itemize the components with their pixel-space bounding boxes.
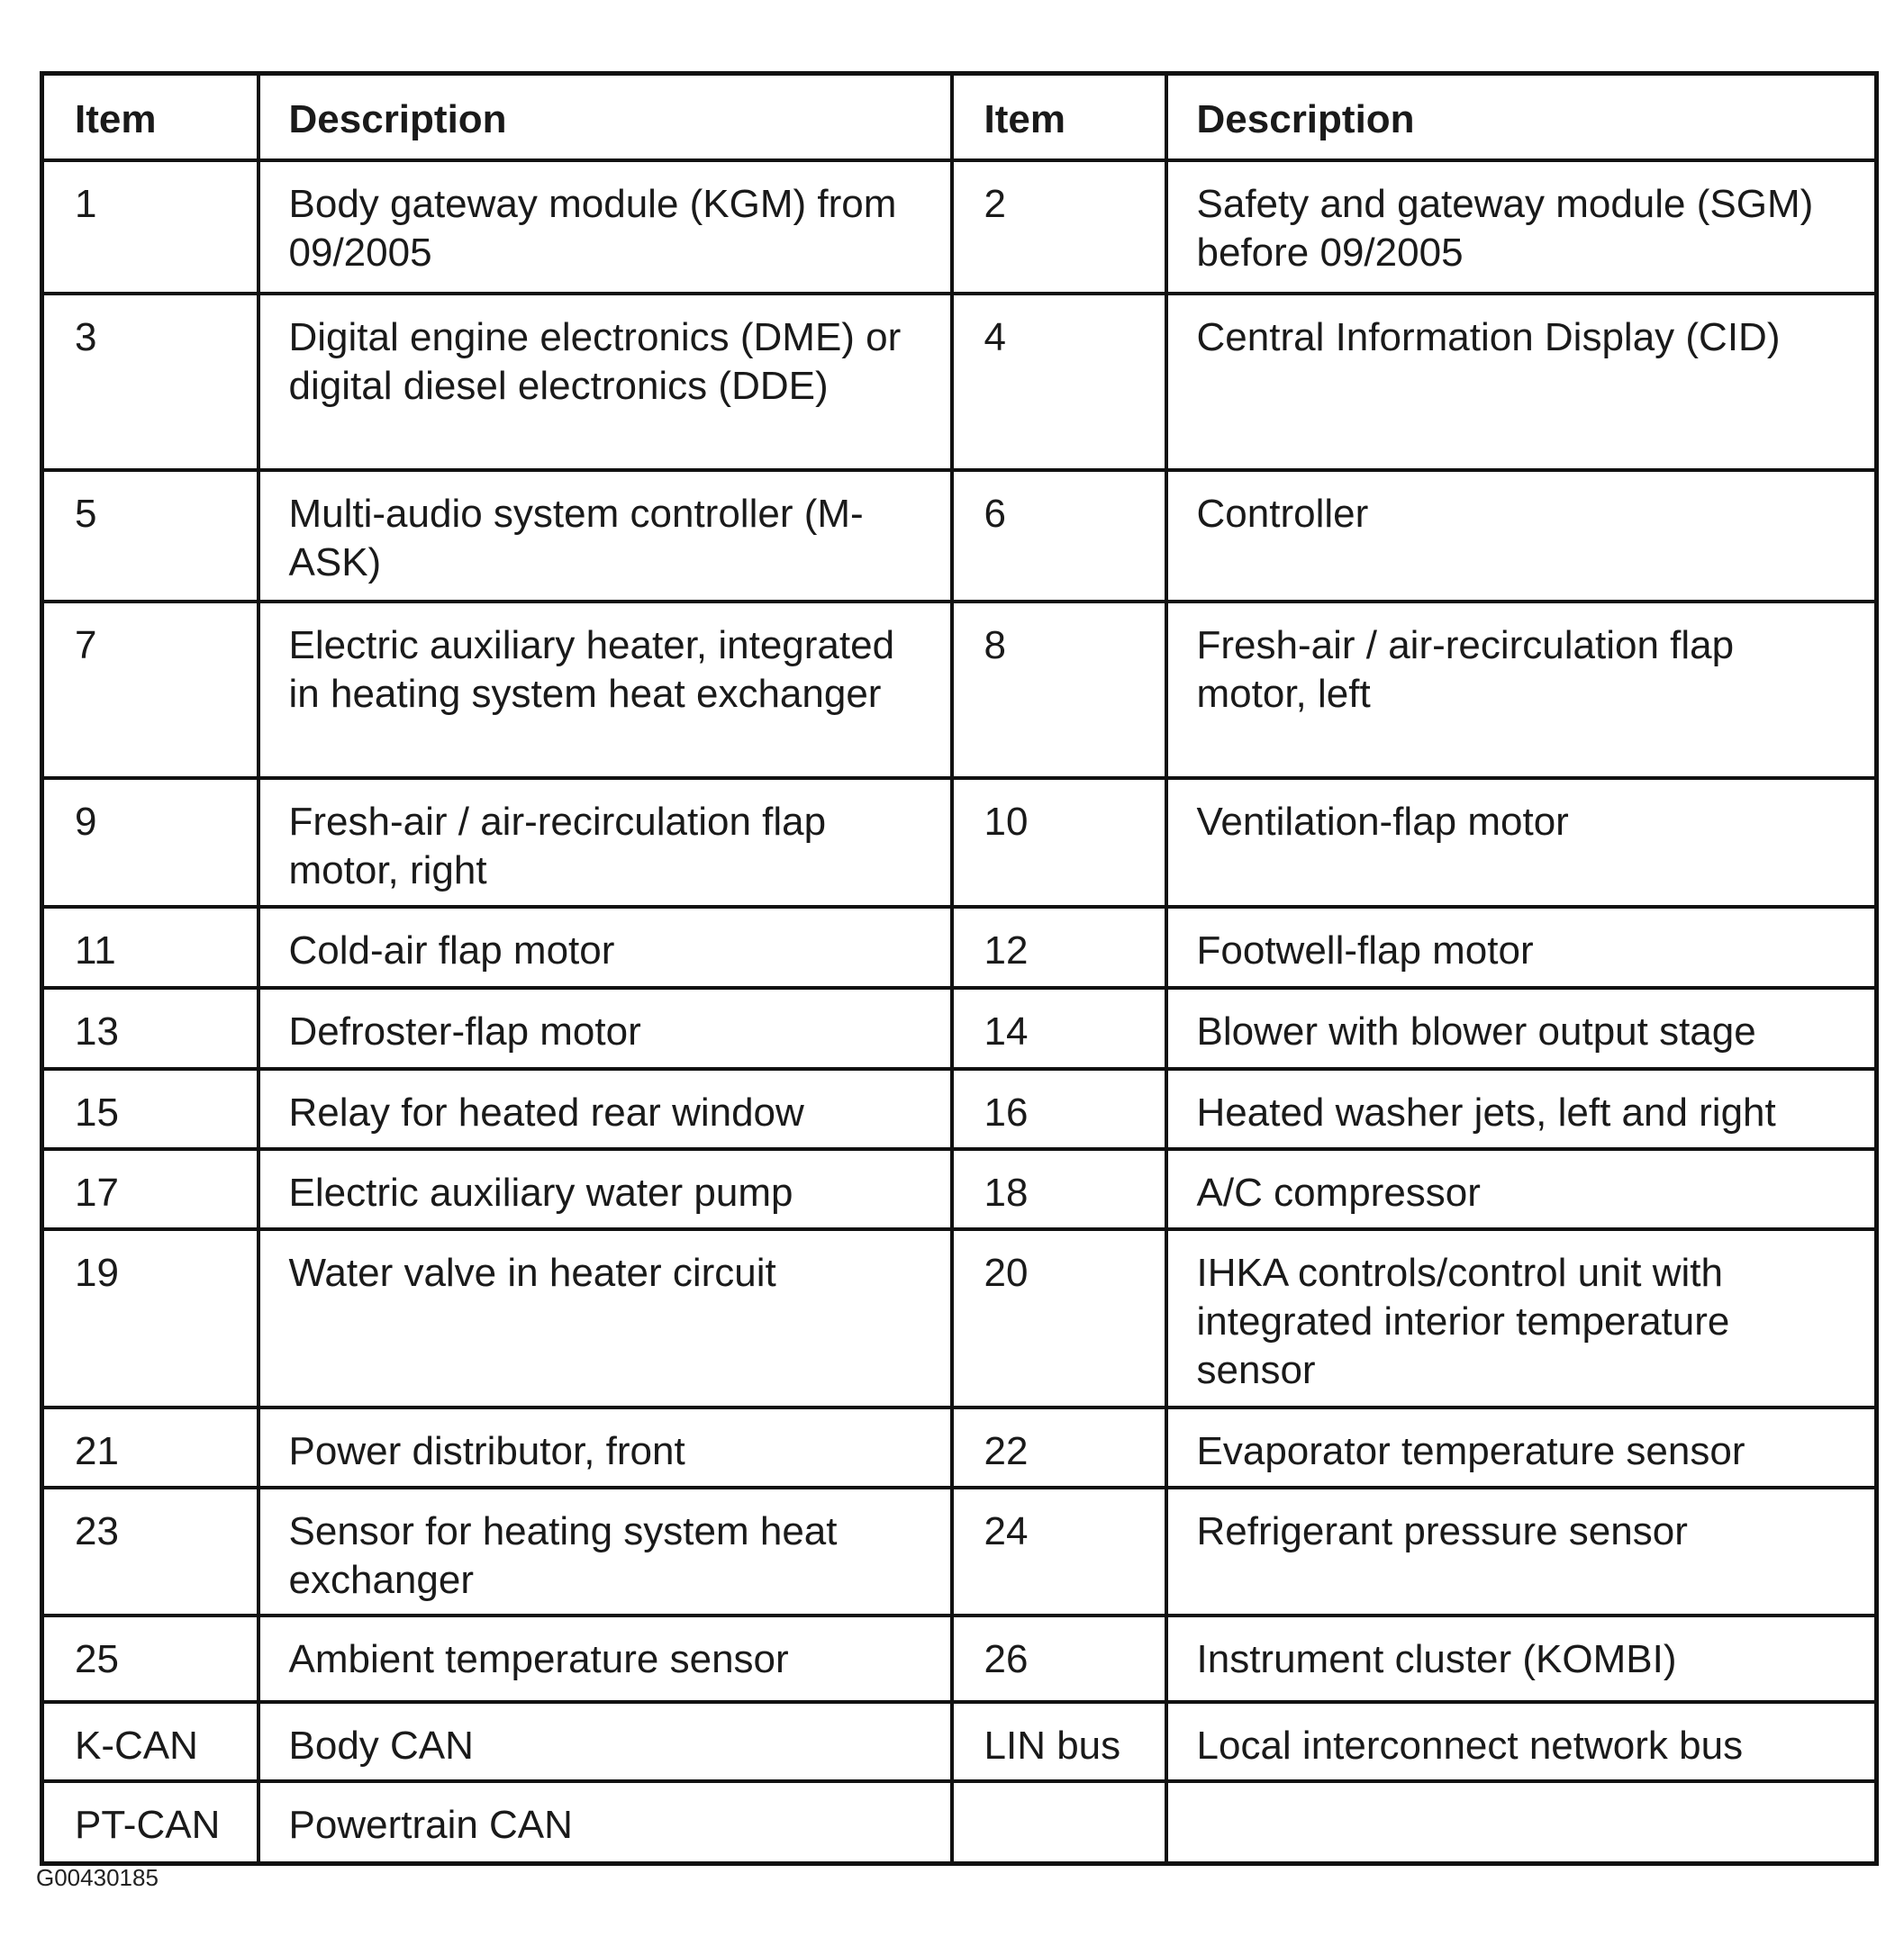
item-description-right: Ventilation-flap motor (1166, 778, 1877, 907)
item-number-right: 20 (952, 1229, 1166, 1407)
item-description-right: IHKA controls/control unit with integrated interior temperature sensor (1166, 1229, 1877, 1407)
item-description-right: Footwell-flap motor (1166, 907, 1877, 988)
header-description-right: Description (1166, 74, 1877, 160)
component-legend-table (40, 71, 1879, 1866)
item-number-left: 19 (42, 1229, 258, 1407)
item-number-right: 2 (952, 160, 1166, 294)
item-number-left: 13 (42, 988, 258, 1069)
item-description-left: Electric auxiliary water pump (258, 1149, 952, 1229)
item-number-left: 7 (42, 602, 258, 778)
item-description-left: Defroster-flap motor (258, 988, 952, 1069)
item-number-left: 9 (42, 778, 258, 907)
item-number-left: 21 (42, 1407, 258, 1488)
item-description-right: Central Information Display (CID) (1166, 294, 1877, 470)
table-row (42, 907, 1877, 988)
item-description-right: Local interconnect network bus (1166, 1702, 1877, 1781)
item-description-left: Relay for heated rear window (258, 1069, 952, 1149)
item-description-right: Heated washer jets, left and right (1166, 1069, 1877, 1149)
table-row (42, 1069, 1877, 1149)
item-description-right: Blower with blower output stage (1166, 988, 1877, 1069)
item-number-left: 3 (42, 294, 258, 470)
item-number-left: 15 (42, 1069, 258, 1149)
item-description-right (1166, 1781, 1877, 1864)
header-description-left: Description (258, 74, 952, 160)
item-description-left: Sensor for heating system heat exchanger (258, 1488, 952, 1616)
item-number-right: 18 (952, 1149, 1166, 1229)
item-description-left: Electric auxiliary heater, integrated in heating system heat exchanger (258, 602, 952, 778)
item-number-left: 11 (42, 907, 258, 988)
item-number-left: 5 (42, 470, 258, 602)
item-number-right: 8 (952, 602, 1166, 778)
item-number-right: LIN bus (952, 1702, 1166, 1781)
table-row (42, 778, 1877, 907)
table-row (42, 470, 1877, 602)
item-description-left: Water valve in heater circuit (258, 1229, 952, 1407)
header-item-left: Item (42, 74, 258, 160)
item-number-left: 17 (42, 1149, 258, 1229)
item-description-right: Instrument cluster (KOMBI) (1166, 1616, 1877, 1702)
item-number-right: 10 (952, 778, 1166, 907)
table-row (42, 1407, 1877, 1488)
item-number-right (952, 1781, 1166, 1864)
item-number-left: 23 (42, 1488, 258, 1616)
item-number-left: PT-CAN (42, 1781, 258, 1864)
item-number-left: 25 (42, 1616, 258, 1702)
item-number-right: 24 (952, 1488, 1166, 1616)
table-row (42, 988, 1877, 1069)
item-description-right: Fresh-air / air-recirculation flap motor, left (1166, 602, 1877, 778)
item-number-left: 1 (42, 160, 258, 294)
item-description-left: Power distributor, front (258, 1407, 952, 1488)
figure-id-label: G00430185 (36, 1864, 159, 1891)
item-number-right: 16 (952, 1069, 1166, 1149)
item-description-right: A/C compressor (1166, 1149, 1877, 1229)
table-row (42, 1229, 1877, 1407)
table-row (42, 1488, 1877, 1616)
item-description-left: Body CAN (258, 1702, 952, 1781)
header-row (42, 74, 1877, 160)
item-description-right: Evaporator temperature sensor (1166, 1407, 1877, 1488)
item-description-right: Controller (1166, 470, 1877, 602)
item-number-right: 6 (952, 470, 1166, 602)
table-row (42, 1702, 1877, 1781)
table-row (42, 294, 1877, 470)
item-description-right: Refrigerant pressure sensor (1166, 1488, 1877, 1616)
item-description-left: Cold-air flap motor (258, 907, 952, 988)
item-number-right: 12 (952, 907, 1166, 988)
item-number-left: K-CAN (42, 1702, 258, 1781)
item-description-left: Ambient temperature sensor (258, 1616, 952, 1702)
item-description-left: Multi-audio system controller (M-ASK) (258, 470, 952, 602)
table-row (42, 602, 1877, 778)
table-row (42, 1781, 1877, 1864)
item-description-left: Fresh-air / air-recirculation flap motor, right (258, 778, 952, 907)
table-row (42, 160, 1877, 294)
item-number-right: 22 (952, 1407, 1166, 1488)
item-number-right: 4 (952, 294, 1166, 470)
item-description-right: Safety and gateway module (SGM) before 09/2005 (1166, 160, 1877, 294)
table-row (42, 1149, 1877, 1229)
item-number-right: 14 (952, 988, 1166, 1069)
item-description-left: Body gateway module (KGM) from 09/2005 (258, 160, 952, 294)
item-description-left: Digital engine electronics (DME) or digital diesel electronics (DDE) (258, 294, 952, 470)
header-item-right: Item (952, 74, 1166, 160)
item-number-right: 26 (952, 1616, 1166, 1702)
table-row (42, 1616, 1877, 1702)
item-description-left: Powertrain CAN (258, 1781, 952, 1864)
